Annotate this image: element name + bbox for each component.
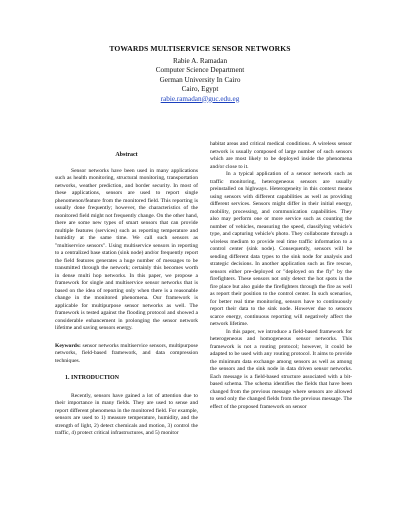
right-paragraph-2: In a typical application of a sensor network such as traffic monitoring, heterogeneous sensors are usually preinstalled on highways. Heterogeneity in this context means using sensors with different capabilities as well as providing different services. Sensors might differ in their initial energy, mobility, processing, and communication capabilities. They also may perform one or more service such as counting the number of vehicles, measuring the speed, classifying vehicle's type, and capturing vehicle's photo. They collaborate through a wireless medium to provide real time traffic information to a control center (sink node). Consequently, sensors will be sending different data types to the sink node for analysis and strategic decisions. In another application such as fire rescue, sensors either pre-deployed or "deployed on the fly" by the firefighters. These sensors not only detect the hot spots in the fire place but also guide the firefighters through the fire as well as report their position to the control center. In such scenarios, for better real time monitoring, sensors have to continuously report their data to the sink node. However due to sensors scarce energy, continuous reporting will negatively affect the network lifetime. [210,171,352,327]
right-paragraph-1: habitat areas and critical medical conditions. A wireless sensor network is usually composed of large number of such sensors which are most likely to be deployed inside the phenomena and/or close to it. [210,141,352,170]
left-column [55,140,198,438]
abstract-heading: Abstract [115,152,138,158]
paper-header [0,44,400,104]
author-department: Computer Science Department [155,66,245,75]
author-name: Rabie A. Ramadan [172,57,228,65]
author-email-link[interactable]: rabie.ramadan@guc.edu.eg [160,94,240,103]
keywords-label: Keywords: [55,342,81,349]
keywords-text: sensor networks multiservice sensors, multipurpose networks, field-based framework, and data compression techniques. [55,342,198,364]
right-column [210,141,352,411]
introduction-body: Recently, sensors have gained a lot of attention due to their importance in many fields. They are used to sense and report different phenomena in the monitored field. For example, sensors are used to 1) measure temperature, humidity, and the strength of light, 2) detect chemicals and motion, 3) control the traffic, 4) protect critical infrastructures, and 5) monitor [55,392,198,436]
abstract-body: Sensor networks have been used in many applications such as health monitoring, structural monitoring, transportation networks, weather prediction, and border security. In most of these applications, sensors are used to report single phenomenon/feature from the monitored field. This reporting is usually done frequently; however, the characteristics of the monitored field might not frequently change. On the other hand, there are some new types of smart sensors that can provide multiple features (services) such as reporting temperature and humidity at the same time. We call such sensors as "multiservice sensors". Using multiservice sensors in reporting to a centralized base station (sink node) and/or frequently report the field features generates a huge number of messages to be transmitted through the network; certainly this becomes worth in dense multi hop networks. In this paper, we propose a framework for single and multiservice sensor networks that is based on the idea of reporting only when there is a reasonable change in the monitored phenomena. Our framework is applicable for multipurpose sensor networks as well. The framework is tested against the flooding protocol and showed a considerable enhancement in prolonging the sensor network lifetime and saving sensors energy. [55,167,198,331]
introduction-heading: 1. INTRODUCTION [65,375,120,381]
keywords-paragraph [55,343,198,366]
right-paragraph-3: In this paper, we introduce a field-based framework for heterogeneous and homogeneous sensor networks. This framework is not a routing protocol; however, it could be adapted to be used with any routing protocol. It aims to provide the minimum data exchange among sensors as well as among the sensors and the sink node in data driven sensor networks. Each message is a field-based structure associated with a bit-based schema. The schema identifies the fields that have been changed from the previous message where sensors are allowed to send only the changed fields from the previous message. The effect of the proposed framework on sensor [210,328,352,410]
paper-title: TOWARDS MULTISERVICE SENSOR NETWORKS [109,44,291,53]
author-university: German University In Cairo [159,75,241,84]
author-city: Cairo, Egypt [181,85,219,94]
